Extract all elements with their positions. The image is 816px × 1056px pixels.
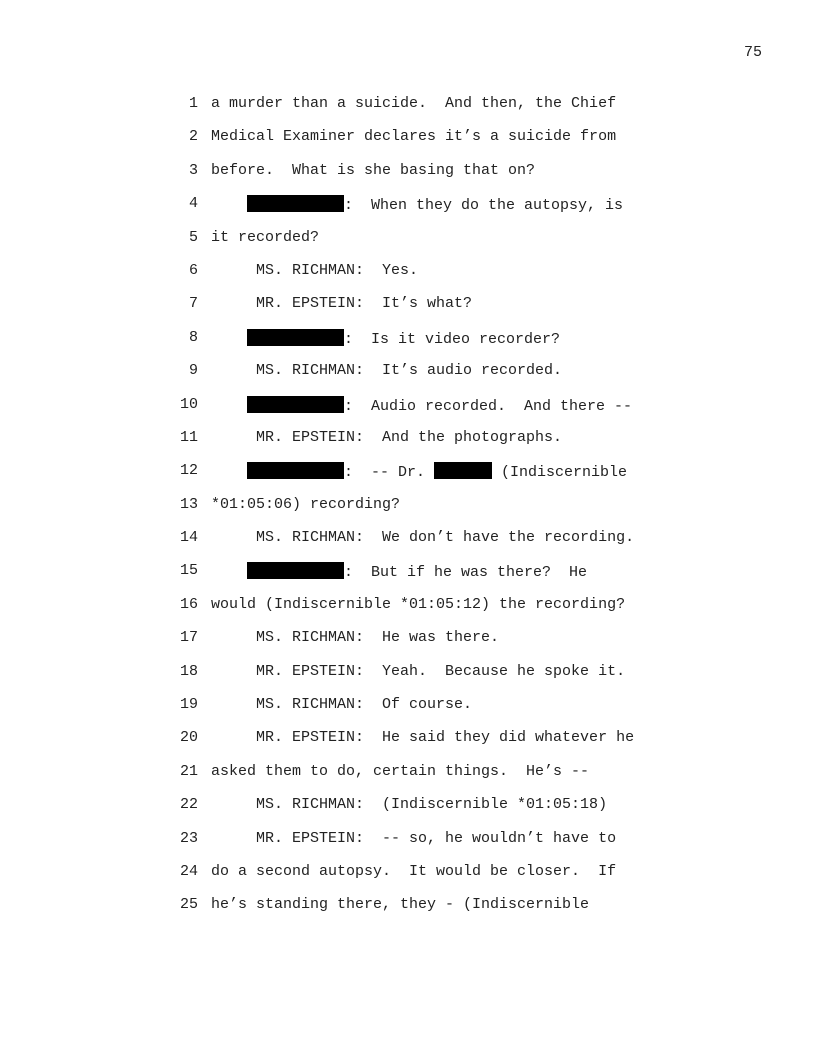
line-number: 21	[179, 762, 198, 780]
transcript-line	[0, 362, 816, 395]
line-text-segment: asked them to do, certain things. He’s --	[211, 762, 590, 780]
line-text	[211, 763, 589, 781]
line-text-segment: before. What is she basing that on?	[211, 161, 536, 179]
line-number: 20	[179, 729, 198, 747]
transcript-line	[0, 596, 816, 629]
transcript-line	[0, 562, 816, 595]
line-text	[211, 596, 625, 614]
transcript-line	[0, 896, 816, 929]
transcript-line	[0, 729, 816, 762]
line-text	[211, 863, 616, 881]
transcript-line	[0, 229, 816, 262]
line-text-segment: : But if he was there? He	[344, 564, 588, 582]
line-number: 7	[188, 295, 198, 313]
redaction-box	[247, 195, 344, 212]
line-text-segment: *01:05:06) recording?	[211, 495, 401, 513]
transcript-line	[0, 696, 816, 729]
page-number: 75	[743, 44, 762, 61]
line-number: 22	[179, 796, 198, 814]
transcript-line	[0, 863, 816, 896]
line-text-segment: (Indiscernible	[492, 464, 628, 482]
line-text-segment	[211, 331, 247, 348]
transcript-line	[0, 329, 816, 362]
line-number: 5	[188, 228, 198, 246]
line-text-segment	[211, 464, 247, 481]
line-text-segment: MS. RICHMAN: Yes.	[211, 261, 419, 279]
transcript-line	[0, 128, 816, 161]
line-text	[211, 529, 634, 547]
line-text-segment: : Audio recorded. And there --	[344, 397, 633, 415]
line-text-segment	[211, 197, 247, 214]
line-number: 16	[179, 595, 198, 613]
line-number: 25	[179, 896, 198, 914]
line-number: 18	[179, 662, 198, 680]
redaction-box	[247, 562, 344, 579]
line-text-segment: MR. EPSTEIN: It’s what?	[211, 295, 473, 313]
transcript-line	[0, 496, 816, 529]
line-text-segment	[211, 564, 247, 581]
line-text	[211, 729, 634, 747]
line-text	[211, 162, 535, 180]
transcript-line	[0, 429, 816, 462]
line-text	[211, 329, 560, 349]
line-text	[211, 896, 589, 914]
line-text-segment: MS. RICHMAN: It’s audio recorded.	[211, 362, 563, 380]
line-text-segment: MS. RICHMAN: He was there.	[211, 629, 500, 647]
line-text-segment	[211, 398, 247, 415]
transcript-line	[0, 529, 816, 562]
line-number: 9	[188, 362, 198, 380]
line-number: 13	[179, 495, 198, 513]
transcript-line	[0, 462, 816, 495]
line-number: 1	[188, 95, 198, 112]
line-text-segment: he’s standing there, they - (Indiscernible	[211, 896, 590, 914]
redaction-box	[247, 462, 344, 479]
line-text	[211, 362, 562, 380]
transcript-line	[0, 663, 816, 696]
line-number: 12	[179, 462, 198, 480]
transcript-line	[0, 195, 816, 228]
transcript-line	[0, 763, 816, 796]
transcript-line	[0, 629, 816, 662]
line-text-segment: : -- Dr.	[344, 464, 435, 482]
line-number: 3	[188, 161, 198, 179]
line-number: 11	[179, 428, 198, 446]
line-text-segment: Medical Examiner declares it’s a suicide from	[211, 128, 617, 146]
line-text-segment: : When they do the autopsy, is	[344, 197, 624, 215]
line-text-segment: MS. RICHMAN: Of course.	[211, 696, 473, 714]
line-text-segment: would (Indiscernible *01:05:12) the recording?	[211, 595, 626, 613]
line-number: 8	[188, 328, 198, 346]
transcript-line	[0, 796, 816, 829]
transcript-line	[0, 396, 816, 429]
line-text-segment: MR. EPSTEIN: -- so, he wouldn’t have to	[211, 829, 617, 847]
line-number: 6	[188, 261, 198, 279]
line-number: 23	[179, 829, 198, 847]
redaction-box	[434, 462, 492, 479]
line-text	[211, 95, 616, 113]
transcript-body	[0, 95, 816, 930]
line-number: 19	[179, 696, 198, 714]
line-text-segment: MR. EPSTEIN: Yeah. Because he spoke it.	[211, 662, 626, 680]
line-text	[211, 396, 632, 416]
line-text	[211, 496, 400, 514]
line-text	[211, 562, 587, 582]
line-text-segment: : Is it video recorder?	[344, 330, 561, 348]
line-text-segment: MR. EPSTEIN: He said they did whatever he	[211, 729, 635, 747]
line-number: 2	[188, 128, 198, 146]
line-number: 14	[179, 529, 198, 547]
redaction-box	[247, 396, 344, 413]
line-text	[211, 229, 319, 247]
line-text-segment: MS. RICHMAN: We don’t have the recording.	[211, 529, 635, 547]
line-text	[211, 629, 499, 647]
line-text	[211, 830, 616, 848]
transcript-line	[0, 262, 816, 295]
line-text	[211, 696, 472, 714]
line-text	[211, 262, 418, 280]
line-text-segment: do a second autopsy. It would be closer. If	[211, 862, 617, 880]
line-text-segment: MS. RICHMAN: (Indiscernible *01:05:18)	[211, 796, 608, 814]
line-text	[211, 663, 625, 681]
line-text-segment: it recorded?	[211, 228, 320, 246]
line-text	[211, 195, 623, 215]
transcript-line	[0, 830, 816, 863]
line-number: 4	[188, 195, 198, 213]
line-text	[211, 462, 627, 482]
line-text-segment: MR. EPSTEIN: And the photographs.	[211, 428, 563, 446]
line-text	[211, 429, 562, 447]
line-number: 17	[179, 629, 198, 647]
line-text	[211, 796, 607, 814]
line-number: 15	[179, 562, 198, 580]
line-text-segment: a murder than a suicide. And then, the Chief	[211, 95, 617, 112]
transcript-line	[0, 162, 816, 195]
redaction-box	[247, 329, 344, 346]
transcript-line	[0, 95, 816, 128]
line-number: 24	[179, 862, 198, 880]
line-number: 10	[179, 395, 198, 413]
transcript-line	[0, 295, 816, 328]
line-text	[211, 128, 616, 146]
line-text	[211, 295, 472, 313]
